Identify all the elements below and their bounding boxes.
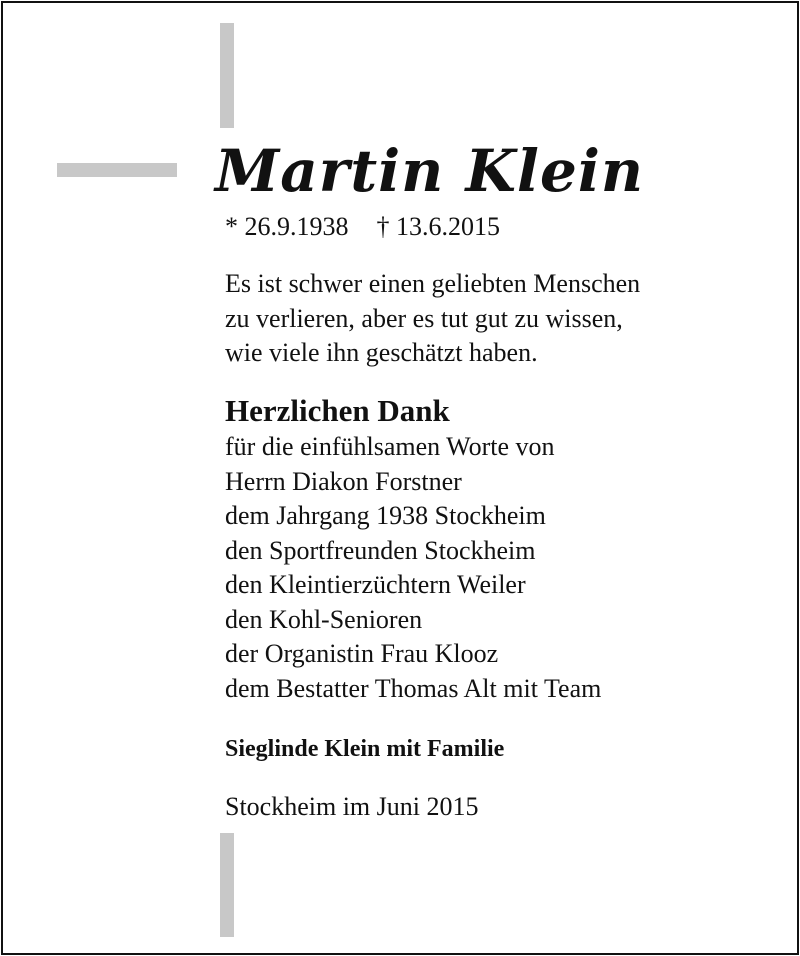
family-signature: Sieglinde Klein mit Familie	[225, 736, 505, 762]
deceased-name: Martin Klein	[215, 137, 645, 205]
thanks-line: den Kleintierzüchtern Weiler	[225, 570, 526, 599]
thanks-heading: Herzlichen Dank	[225, 393, 450, 428]
thanks-line: dem Bestatter Thomas Alt mit Team	[225, 673, 602, 703]
place-and-date: Stockheim im Juni 2015	[225, 792, 479, 821]
thanks-line: dem Jahrgang 1938 Stockheim	[225, 501, 546, 530]
memorial-quote	[225, 267, 640, 371]
obituary-frame	[1, 1, 799, 955]
thanks-line: der Organistin Frau Klooz	[225, 639, 499, 668]
thanks-list	[225, 430, 601, 706]
quote-line: Es ist schwer einen geliebten Menschen	[225, 269, 641, 298]
cross-upper-bar	[220, 23, 234, 128]
thanks-line: Herrn Diakon Forstner	[225, 466, 462, 496]
quote-line: wie viele ihn geschätzt haben.	[225, 338, 538, 367]
thanks-line: den Kohl-Senioren	[225, 604, 423, 634]
cross-horizontal-bar	[57, 163, 177, 177]
death-date: † 13.6.2015	[376, 212, 500, 241]
cross-lower-bar	[220, 833, 234, 937]
thanks-line: den Sportfreunden Stockheim	[225, 535, 536, 565]
life-dates	[225, 212, 500, 242]
thanks-line: für die einfühlsamen Worte von	[225, 432, 555, 461]
quote-line: zu verlieren, aber es tut gut zu wissen,	[225, 303, 623, 333]
birth-date: * 26.9.1938	[225, 212, 349, 241]
